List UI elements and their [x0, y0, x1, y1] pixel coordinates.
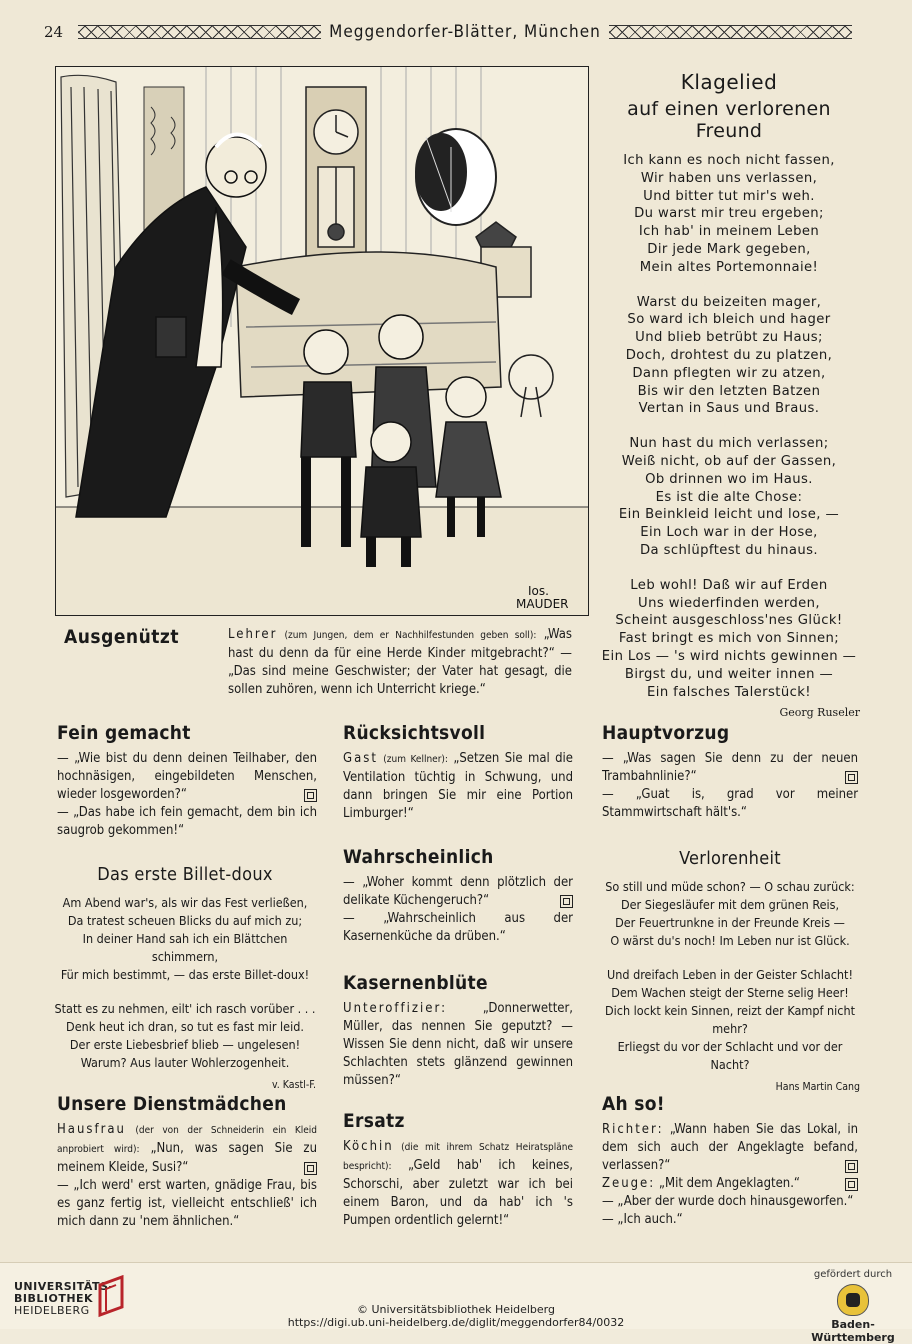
- caption-aside: (zum Jungen, dem er Nachhilfestunden geben soll):: [284, 630, 537, 641]
- caption-line-1: „Was hast du denn da für eine Herde Kinder mitgebracht?“: [228, 627, 573, 661]
- poem-stanza-1: [54, 894, 316, 984]
- logo-line: BIBLIOTHEK: [14, 1292, 94, 1305]
- caption-title: Ausgenützt: [64, 626, 180, 648]
- article-text: — „Was sagen Sie denn zu der neuen Trambahnlinie?“: [602, 751, 858, 784]
- article-title: Unsere Dienstmädchen: [57, 1093, 287, 1115]
- article-text: — „Woher kommt denn plötzlich der delikate Küchengeruch?“: [343, 875, 573, 908]
- poem-line: Ein falsches Talerstück!: [647, 684, 811, 700]
- article-para: [602, 1121, 858, 1175]
- article-text: „Setzen Sie mal die Ventilation tüchtig in Schwung, und dann bringen Sie mir eine Portion Limburger!“: [343, 751, 573, 821]
- poem-line: Nun hast du mich verlassen;: [629, 436, 829, 452]
- article-para: [343, 874, 573, 910]
- poem-billet-doux: [54, 866, 316, 1094]
- article-title: Verlorenheit: [679, 848, 781, 869]
- poem-klagelied: [598, 66, 860, 719]
- article-aside: (zum Kellner):: [383, 754, 448, 765]
- article-title: Ah so!: [602, 1093, 665, 1115]
- article-ruecksichtsvoll: [343, 724, 573, 823]
- poem-line: Fast bringt es mich von Sinnen;: [618, 631, 840, 647]
- poem-line: Mein altes Portemonnaie!: [639, 259, 819, 275]
- poem-stanza-2: [54, 1000, 316, 1072]
- end-mark-icon: [304, 789, 317, 802]
- article-para: [602, 1175, 858, 1193]
- poem-line: Dem Wachen steigt der Sterne selig Heer!: [611, 985, 849, 1000]
- article-ah-so: [602, 1095, 858, 1229]
- article-para: — „Ich auch.“: [602, 1212, 683, 1227]
- poem-author: Hans Martin Cang: [775, 1081, 860, 1093]
- poem-line: Uns wiederfinden werden,: [638, 595, 820, 611]
- wall-clock: [306, 87, 366, 267]
- header-ornament-left: [78, 25, 321, 39]
- signature-line2: MAUDER: [516, 597, 569, 611]
- bw-crest-icon: [837, 1284, 869, 1316]
- poem-line: Der erste Liebesbrief blieb — ungelesen!: [69, 1037, 301, 1052]
- poem-line: Und dreifach Leben in der Geister Schlacht!: [607, 967, 853, 982]
- end-mark-icon: [560, 895, 573, 908]
- signature-line1: Ios.: [528, 584, 549, 598]
- poem-line: So still und müde schon? — O schau zurück:: [605, 879, 855, 894]
- end-mark-icon: [845, 1178, 858, 1191]
- poem-line: Da tratest scheuen Blicks du auf mich zu;: [67, 913, 303, 928]
- poem-line: Statt es zu nehmen, eilt' ich rasch vorüber . . .: [54, 1001, 316, 1016]
- article-hauptvorzug: [602, 724, 858, 822]
- article-text: „Geld hab' ich keines, Schorschi, aber zuletzt war ich bei einem Baron, und da hab' ich 's Pumpen ordentlich gelernt!“: [343, 1158, 573, 1228]
- poem-line: Für mich bestimmt, — das erste Billet-doux!: [60, 967, 310, 982]
- article-para: — „Guat is, grad vor meiner Stammwirtschaft hält's.“: [602, 787, 858, 820]
- poem-line: Leb wohl! Daß wir auf Erden: [630, 577, 828, 593]
- caption-line-2: — „Das sind meine Geschwister; der Vater hat gesagt, die sollen zuhören, wenn ich Unterricht kriege.“: [228, 646, 572, 697]
- poem-author: v. Kastl-F.: [272, 1079, 316, 1091]
- header-ornament-right: [609, 25, 852, 39]
- poem-title: Klagelied: [680, 70, 778, 94]
- poem-line: Du warst mir treu ergeben;: [634, 206, 824, 222]
- poem-line: So ward ich bleich und hager: [627, 312, 831, 328]
- poem-line: Der Feuertrunkne in der Freunde Kreis —: [615, 915, 845, 930]
- page-header: [44, 20, 860, 44]
- end-mark-icon: [845, 1160, 858, 1173]
- poem-line: Ein Beinkleid leicht und lose, —: [618, 507, 840, 523]
- article-speaker: Zeuge:: [602, 1176, 656, 1191]
- article-fein-gemacht: [57, 724, 317, 840]
- poem-stanza-2: [598, 294, 860, 419]
- article-para: — „Das habe ich fein gemacht, dem bin ich saugrob gekommen!“: [57, 805, 317, 838]
- article-speaker: Gast: [343, 751, 378, 766]
- poem-author: Georg Ruseler: [779, 706, 860, 720]
- poem-line: Und blieb betrübt zu Haus;: [635, 330, 823, 346]
- article-speaker: Köchin: [343, 1139, 394, 1154]
- article-dienstmaedchen: [57, 1095, 317, 1231]
- article-speaker: Richter:: [602, 1122, 664, 1137]
- article-para: [343, 750, 573, 823]
- poem-stanza-1: [600, 878, 860, 950]
- article-title: Hauptvorzug: [602, 722, 730, 744]
- article-para: [602, 750, 858, 786]
- article-text: „Wann haben Sie das Lokal, in dem sich auch der Angeklagte befand, verlassen?“: [602, 1122, 859, 1173]
- article-para: [343, 1000, 573, 1090]
- article-title: Wahrscheinlich: [343, 846, 494, 868]
- poem-line: Erliegst du vor der Schlacht und vor der Nacht?: [617, 1039, 843, 1072]
- poem-stanza-2: [600, 966, 860, 1074]
- article-text: — „Wie bist du denn deinen Teilhaber, den hochnäsigen, eingebildeten Menschen, wieder losgeworden?“: [57, 751, 317, 802]
- poem-stanza-1: [598, 152, 860, 277]
- poem-line: Am Abend war's, als wir das Fest verließen,: [62, 895, 308, 910]
- poem-line: Es ist die alte Chose:: [655, 489, 803, 505]
- poem-line: Denk heut ich dran, so tut es fast mir leid.: [66, 1019, 304, 1034]
- article-para: — „Wahrscheinlich aus der Kasernenküche da drüben.“: [343, 911, 573, 944]
- article-title: Ersatz: [343, 1110, 405, 1132]
- logo-line: HEIDELBERG: [14, 1304, 90, 1317]
- poem-line: Wir haben uns verlassen,: [640, 170, 818, 186]
- poem-line: Scheint ausgeschloss'nes Glück!: [615, 613, 843, 629]
- article-text: „Mit dem Angeklagten.“: [658, 1176, 800, 1191]
- article-kasernenbluete: [343, 974, 573, 1090]
- funding-logo[interactable]: [808, 1269, 898, 1344]
- article-speaker: Hausfrau: [57, 1122, 126, 1137]
- article-text: „Donnerwetter, Müller, das nennen Sie geputzt? — Wissen Sie denn nicht, daß wir unsere Schlachten stets glänzend gewinnen müssen?“: [343, 1001, 573, 1088]
- poem-line: Ein Los — 's wird nichts gewinnen —: [601, 648, 857, 664]
- permalink-url[interactable]: https://digi.ub.uni-heidelberg.de/diglit/meggendorfer84/0032: [287, 1316, 625, 1329]
- logo-line: UNIVERSITÄTS-: [14, 1280, 114, 1293]
- poem-line: O wärst du's noch! Im Leben nur ist Glück.: [610, 933, 850, 948]
- page-number: 24: [44, 23, 64, 41]
- poem-line: Doch, drohtest du zu platzen,: [625, 347, 833, 363]
- poem-line: Dir jede Mark gegeben,: [647, 241, 811, 257]
- poem-stanza-4: [598, 577, 860, 702]
- article-title: Fein gemacht: [57, 722, 191, 744]
- poem-line: Dich lockt kein Sinnen, reizt der Kampf nicht mehr?: [604, 1003, 856, 1036]
- article-speaker: Unteroffizier:: [343, 1001, 448, 1016]
- poem-subtitle: auf einen verlorenen Freund: [627, 98, 831, 142]
- cartoon-drawing: [56, 67, 588, 615]
- end-mark-icon: [304, 1162, 317, 1175]
- poem-line: Bis wir den letzten Batzen: [637, 383, 821, 399]
- article-para: [57, 1121, 317, 1177]
- article-title: Das erste Billet-doux: [97, 864, 273, 885]
- floor: [56, 507, 588, 615]
- funder-name: Baden-Württemberg: [811, 1318, 895, 1344]
- poem-line: Ob drinnen wo im Haus.: [645, 471, 813, 487]
- funded-by-text: gefördert durch: [813, 1269, 893, 1280]
- article-title: Kasernenblüte: [343, 972, 488, 994]
- poem-line: Und bitter tut mir's weh.: [643, 188, 815, 204]
- poem-line: Birgst du, und weiter innen —: [624, 666, 834, 682]
- article-wahrscheinlich: [343, 848, 573, 946]
- article-ersatz: [343, 1112, 573, 1230]
- viewer-footer: [0, 1262, 912, 1344]
- wall-mirror: [416, 129, 496, 225]
- footer-credits: [0, 1303, 912, 1329]
- poem-line: In deiner Hand sah ich ein Blättchen schimmern,: [82, 931, 288, 964]
- article-title: Rücksichtsvoll: [343, 722, 486, 744]
- poem-line: Ich hab' in meinem Leben: [638, 224, 820, 240]
- cartoon-illustration: [55, 66, 589, 616]
- poem-line: Warum? Aus lauter Wohlerzogenheit.: [80, 1055, 290, 1070]
- poem-line: Da schlüpftest du hinaus.: [639, 542, 819, 558]
- poem-line: Ich kann es noch nicht fassen,: [623, 153, 835, 168]
- poem-line: Weiß nicht, ob auf der Gassen,: [621, 453, 837, 469]
- article-aside: (der von der Schneiderin ein Kleid anprobiert wird):: [57, 1125, 317, 1155]
- end-mark-icon: [845, 771, 858, 784]
- article-para: [343, 1138, 573, 1230]
- article-aside: (die mit ihrem Schatz Heiratspläne bespricht):: [343, 1142, 573, 1172]
- caption-speaker: Lehrer: [228, 627, 278, 642]
- journal-title: Meggendorfer-Blätter, München: [329, 22, 601, 42]
- copyright-text: © Universitätsbibliothek Heidelberg: [356, 1303, 555, 1316]
- poem-line: Vertan in Saus und Braus.: [638, 401, 820, 417]
- article-para: — „Ich werd' erst warten, gnädige Frau, bis es ganz fertig ist, vielleicht entschließ' ich mich dann zu 'nem ähnlichen.“: [57, 1178, 317, 1229]
- poem-stanza-3: [598, 435, 860, 560]
- poem-line: Ein Loch war in der Hose,: [640, 525, 818, 541]
- article-para: [57, 750, 317, 804]
- sofa: [236, 252, 501, 397]
- poem-line: Warst du beizeiten mager,: [636, 294, 822, 310]
- poem-line: Dann pflegten wir zu atzen,: [632, 365, 826, 381]
- poem-verlorenheit: [600, 850, 860, 1096]
- caption-text: [228, 626, 572, 699]
- article-text: „Nun, was sagen Sie zu meinem Kleide, Susi?“: [57, 1141, 317, 1175]
- article-para: — „Aber der wurde doch hinausgeworfen.“: [602, 1194, 854, 1209]
- poem-line: Der Siegesläufer mit dem grünen Reis,: [620, 897, 840, 912]
